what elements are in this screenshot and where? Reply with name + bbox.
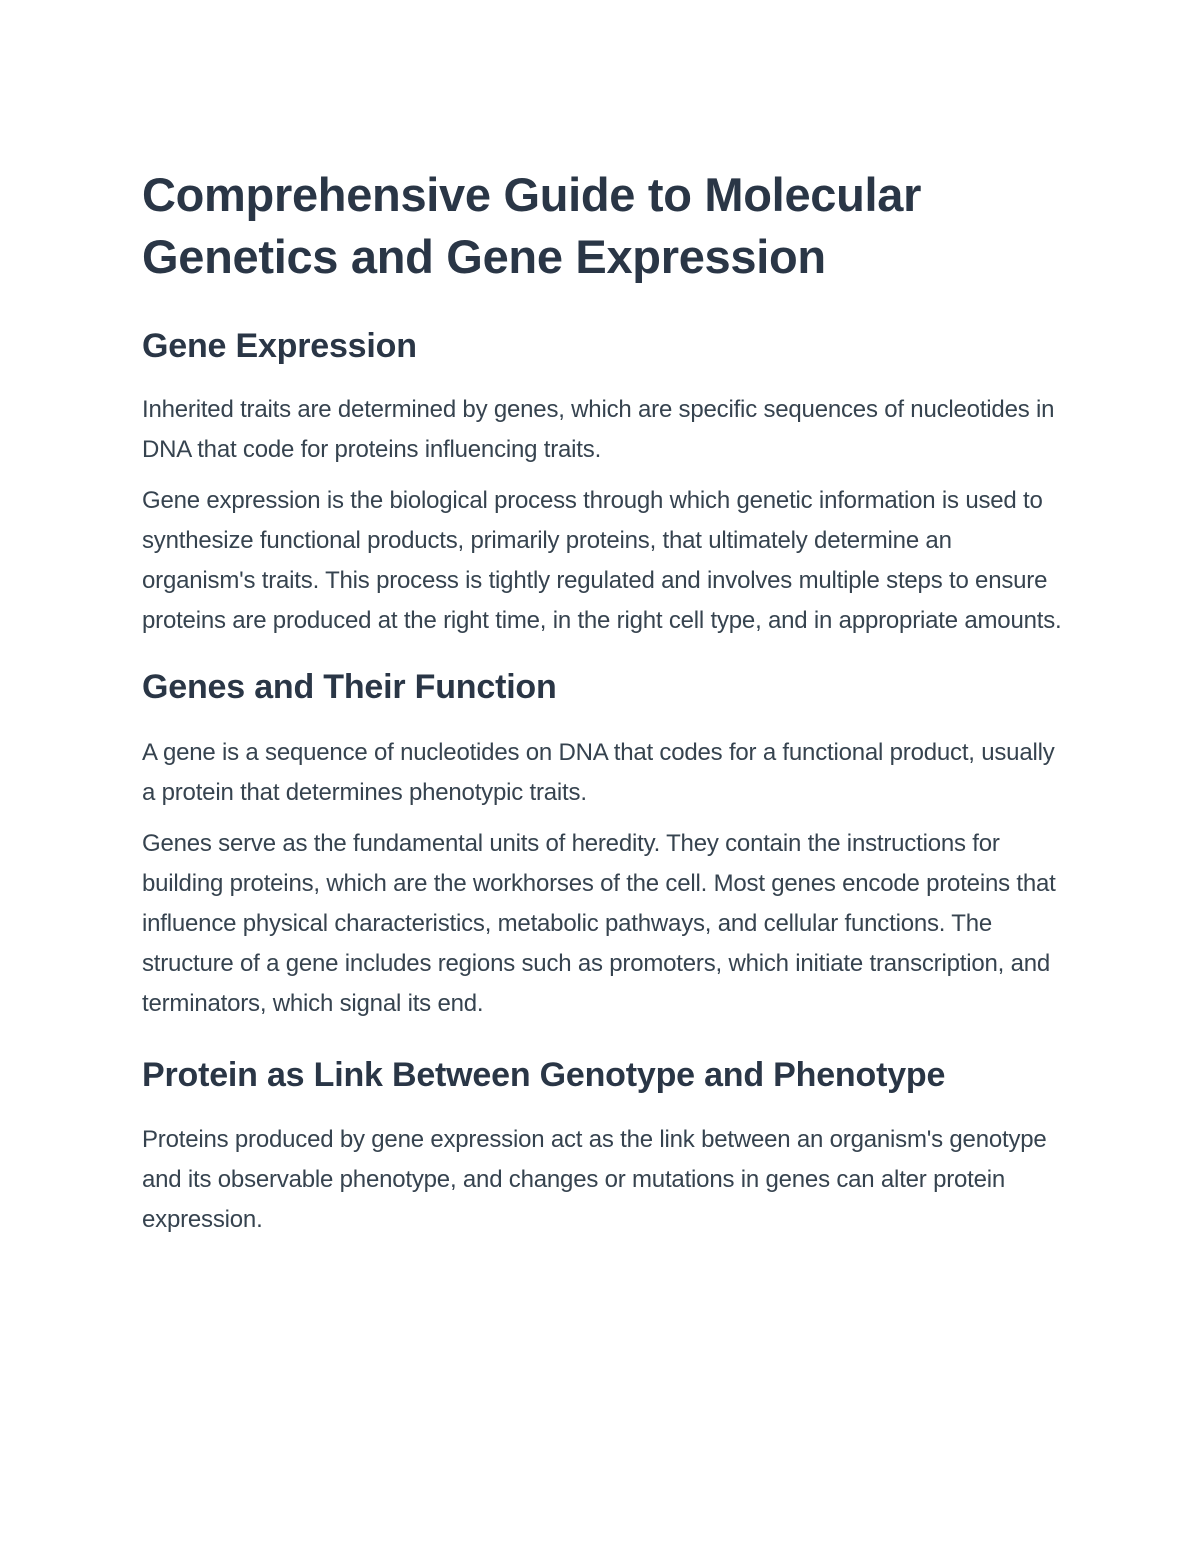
section-heading: Protein as Link Between Genotype and Phenotype	[142, 1056, 946, 1094]
section-heading: Genes and Their Function	[142, 668, 557, 706]
section-paragraph: Inherited traits are determined by genes, which are specific sequences of nucleotides in DNA that code for proteins influencing traits.	[142, 396, 1055, 463]
section-protein-link	[142, 1046, 1062, 1240]
section-genes-and-their-function	[142, 663, 1062, 1024]
document-page	[142, 164, 1062, 1240]
section-paragraph: Proteins produced by gene expression act as the link between an organism's genotype and its observable phenotype, and changes or mutations in genes can alter protein expression.	[142, 1126, 1047, 1233]
section-paragraph: A gene is a sequence of nucleotides on DNA that codes for a functional product, usually a protein that determines phenotypic traits.	[142, 739, 1055, 806]
section-heading: Gene Expression	[142, 327, 417, 365]
section-paragraph: Genes serve as the fundamental units of heredity. They contain the instructions for building proteins, which are the workhorses of the cell. Most genes encode proteins that influence physical characteristics, metabolic pathways, and cellular functions. The structure of a gene includes regions such as promoters, which initiate transcription, and terminators, which signal its end.	[142, 830, 1056, 1017]
document-title: Comprehensive Guide to Molecular Genetics and Gene Expression	[142, 168, 922, 283]
section-gene-expression	[142, 324, 1062, 641]
section-paragraph: Gene expression is the biological process through which genetic information is used to synthesize functional products, primarily proteins, that ultimately determine an organism's traits. This process is tightly regulated and involves multiple steps to ensure proteins are produced at the right time, in the right cell type, and in appropriate amounts.	[142, 487, 1062, 634]
